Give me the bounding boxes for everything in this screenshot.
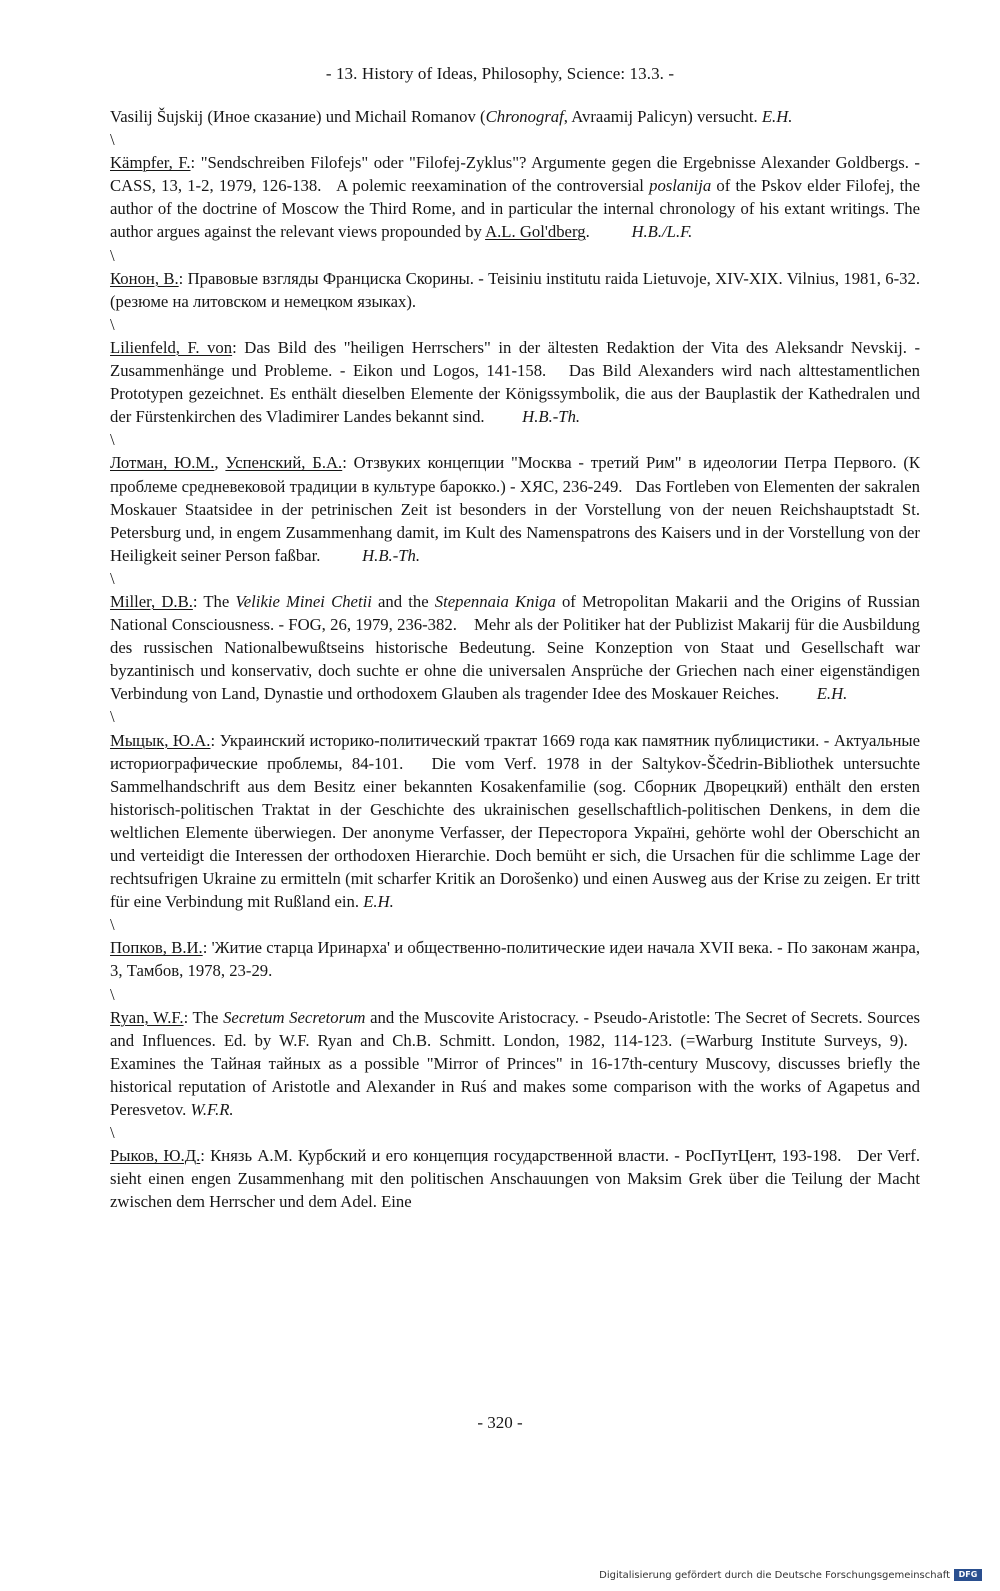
bibliography-entry: Попков, В.И.: 'Житие старца Иринарха' и общественно-политические идеи начала XVII века. - По законам жанра, 3, Тамбов, 1978, 23-29. [110,938,920,981]
credit-text: Digitalisierung gefördert durch die Deutsche Forschungsgemeinschaft [599,1569,950,1581]
dfg-logo: DFG [954,1569,982,1581]
bibliography-entry: Miller, D.B.: The Velikie Minei Chetii and the Stepennaia Kniga of Metropolitan Makarii and the Origins of Russian National Consciousness. - FOG, 26, 1979, 236-382. Mehr als der Politiker hat der Publizist Makarij für die Ausbildung des russischen Nationalbewußtseins historische Bedeutung. Seine Konzeption von Staat und Gesellschaft war byzantinisch und konservativ, doch suchte er ohne die universalen Ansprüche der Griechen nach einer eigenständigen Verbindung von Land, Dynastie und orthodoxem Glauben als tragender Idee des Moskauer Reiches. E.H. [110,591,921,704]
entry-separator: \ [110,568,115,588]
entry-separator: \ [110,130,115,150]
entry-separator: \ [110,915,115,935]
entry-separator: \ [110,707,115,727]
bibliography-entry: Lilienfeld, F. von: Das Bild des "heiligen Herrschers" in der ältesten Redaktion der Vita des Aleksandr Nevskij. - Zusammenhänge und Probleme. - Eikon und Logos, 141-158. Das Bild Alexanders wird nach alttestamentlichen Prototypen gezeichnet. Es enthält dieselben Elemente der Königssymbolik, die aus der Bauplastik der Kathedralen und der Fürstenkirchen des Vladimirer Landes bekannt sind. H.B.-Th. [110,337,920,427]
bibliography-entry: Рыков, Ю.Д.: Князь А.М. Курбский и его концепция государственной власти. - РосПутЦент, 193-198. Der Verf. sieht einen engen Zusammenhang mit den politischen Anschauungen von Maksim Grek über die Teilung der Macht zwischen dem Herrscher und dem Adel. Eine [110,1146,921,1212]
bibliography-entry: Конон, В.: Правовые взгляды Франциска Скорины. - Teisiniu institutu raida Lietuvoje, XIV-XIX. Vilnius, 1981, 6-32. (резюме на литовском и немецком языках). [110,268,920,311]
page-number: - 320 - [477,1413,523,1432]
entry-separator: \ [110,430,115,450]
bibliography-entry: Мыцык, Ю.А.: Украинский историко-политический трактат 1669 года как памятник публицистики. - Актуальные историографические проблемы, 84-101. Die vom Verf. 1978 in der Saltykov-Ščedrin-Bibliothek untersuchte Sammelhandschrift aus dem Besitz einer bekannten Kosakenfamilie (sog. Сборник Дворецкий) enthält den ersten historisch-politischen Traktat in der Geschichte des ukrainischen gesellschaftlich-politischen Denkens, in dem die weltlichen Elemente überwiegen. Der anonyme Verfasser, der Пересторога Україні, gehörte wohl der Oberschicht an und verteidigt die Interessen der orthodoxen Hierarchie. Doch bemüht er sich, die Ursachen für die schlimme Lage der rechtsufrigen Ukraine zu ermitteln (mit scharfer Kritik an Dorošenko) und einen Ausweg aus der Krise zu zeigen. Er tritt für eine Verbindung mit Rußland ein. E.H. [110,730,920,912]
bibliography-entry: Ryan, W.F.: The Secretum Secretorum and the Muscovite Aristocracy. - Pseudo-Aristotle: The Secret of Secrets. Sources and Influences. Ed. by W.F. Ryan and Ch.B. Schmitt. London, 1982, 114-123. (=Warburg Institute Surveys, 9). Examines the Тайная тайных as a possible "Mirror of Princes" in 16-17th-century Muscovy, discusses briefly the historical reputation of Aristotle and Alexander in Ruś and makes some comparison with the works of Agapetus and Peresvetov. W.F.R. [110,1007,921,1120]
bibliography-entry: Kämpfer, F.: "Sendschreiben Filofejs" oder "Filofej-Zyklus"? Argumente gegen die Ergebnisse Alexander Goldbergs. - CASS, 13, 1-2, 1979, 126-138. A polemic reexamination of the controversial poslanija of the Pskov elder Filofej, the author of the doctrine of Moscow the Third Rome, and in particular the internal chronology of his extant writings. The author argues against the relevant views propounded by A.L. Gol'dberg. H.B./L.F. [110,153,920,242]
bibliography-entry: Лотман, Ю.М., Успенский, Б.А.: Отзвуких концепции "Москва - третий Рим" в идеологии Петра Первого. (К проблеме средневековой традиции в культуре барокко.) - ХЯС, 236-249. Das Fortleben von Elementen der sakralen Moskauer Staatsidee in der petrinischen Zeit ist besonders in der Vorstellung von der neuen Reichshauptstadt St. Petersburg und, in engem Zusammenhang damit, im Kult des Namenspatrons des Kaisers und in der Vorstellung von der Heiligkeit seiner Person faßbar. H.B.-Th. [110,453,921,565]
entry-separator: \ [110,1123,115,1143]
bibliography-body [110,105,920,1214]
entry-separator: \ [110,245,115,265]
entry-separator: \ [110,984,115,1004]
entry-separator: \ [110,314,115,334]
bibliography-entry: Vasilij Šujskij (Иное сказание) und Michail Romanov (Chronograf, Avraamij Palicyn) versucht. E.H. [110,107,793,126]
dfg-credit [599,1569,982,1581]
running-header: - 13. History of Ideas, Philosophy, Science: 13.3. - [325,64,675,83]
